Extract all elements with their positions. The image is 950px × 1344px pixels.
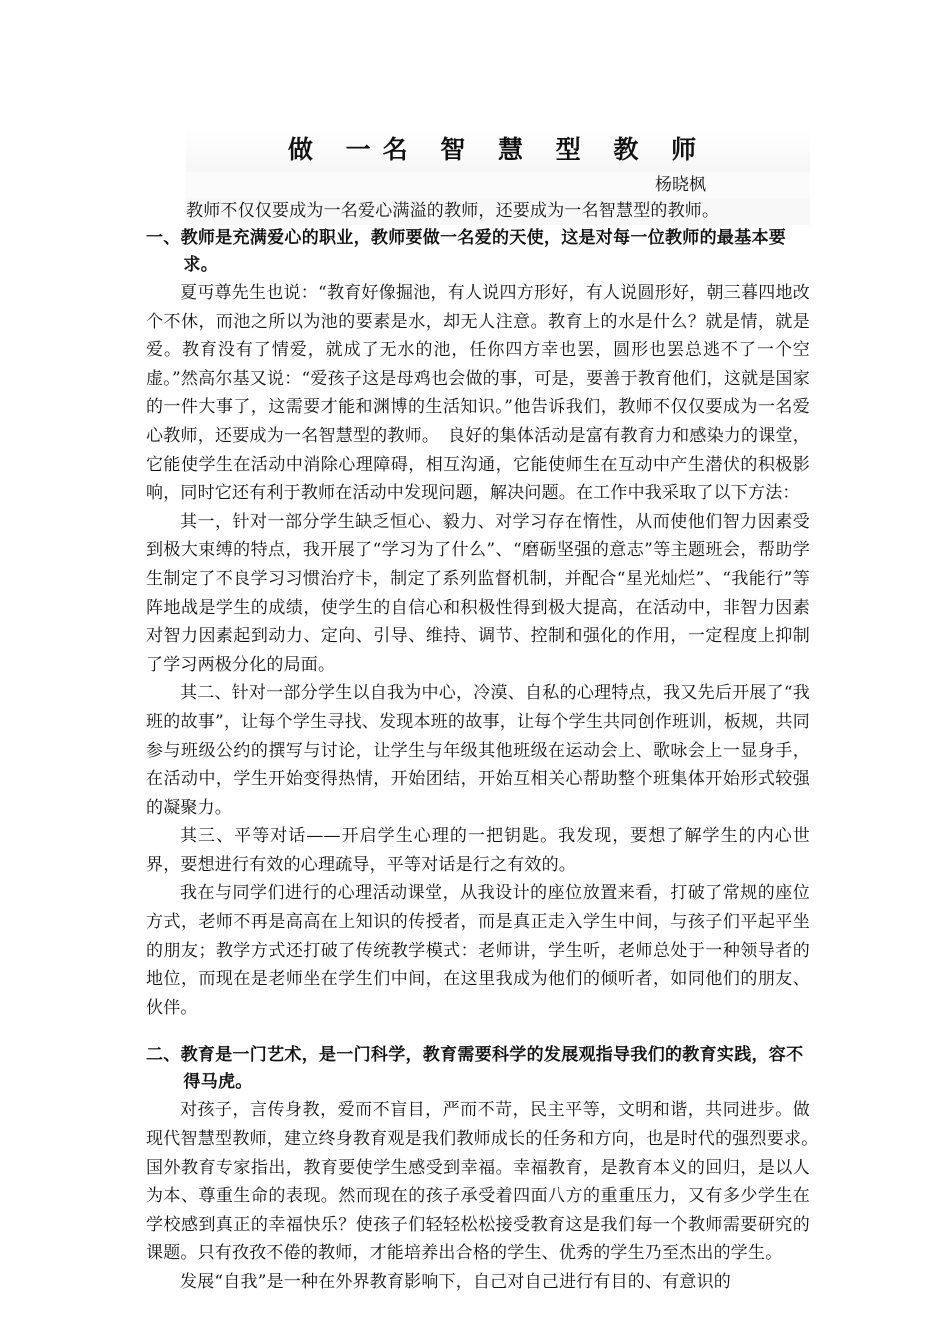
- section-2-paragraph: 发展“自我”是一种在外界教育影响下，自己对自己进行有目的、有意识的: [180, 1272, 731, 1292]
- section-1-paragraph: 其三、平等对话——开启学生心理的一把钥匙。我发现，要想了解学生的内心世界，要想进行有效的心理疏导，平等对话是行之有效的。: [146, 826, 810, 875]
- document-author: 杨晓枫: [186, 172, 810, 198]
- section-2: [146, 1042, 828, 1296]
- section-1-paragraph: 其二、针对一部分学生以自我为中心，冷漠、自私的心理特点，我又先后开展了“我班的故事”，让每个学生寻找、发现本班的故事，让每个学生共同创作班训，板规，共同参与班级公约的撰写与讨论，让学生与年级其他班级在运动会上、歌咏会上一显身手，在活动中，学生开始变得热情，开始团结，开始互相关心帮助整个班集体开始形式较强的凝聚力。: [146, 683, 810, 818]
- section-1-paragraph: 其一，针对一部分学生缺乏恒心、毅力、对学习存在惰性，从而使他们智力因素受到极大束缚的特点，我开展了“学习为了什么”、“磨砺坚强的意志”等主题班会，帮助学生制定了不良学习习惯治疗卡，制定了系列监督机制，并配合“星光灿烂”、“我能行”等阵地战是学生的成绩，使学生的自信心和积极性得到极大提高，在活动中，非智力因素对智力因素起到动力、定向、引导、维持、调节、控制和强化的作用，一定程度上抑制了学习两极分化的局面。: [146, 511, 810, 675]
- document-title: 做 一名 智 慧 型 教 师: [186, 128, 810, 172]
- section-1-paragraph: 夏丏尊先生也说：“教育好像掘池，有人说四方形好，有人说圆形好，朝三暮四地改个不休，而池之所以为池的要素是水，却无人注意。教育上的水是什么？就是情，就是爱。教育没有了情爱，就成了无水的池，任你四方幸也罢，圆形也罢总逃不了一个空虚。”然高尔基又说：“爱孩子这是母鸡也会做的事，可是，要善于教育他们，这就是国家的一件大事了，这需要才能和渊博的生活知识。”他告诉我们，教师不仅仅要成为一名爱心教师，还要成为一名智慧型的教师。 良好的集体活动是富有教育力和感染力的课堂，它能使学生在活动中消除心理障碍，相互沟通，它能使师生在互动中产生潜伏的积极影响，同时它还有利于教师在活动中发现问题，解决问题。在工作中我采取了以下方法：: [146, 283, 810, 504]
- section-1-heading: 一、教师是充满爱心的职业，教师要做一名爱的天使，这是对每一位教师的最基本要求。: [146, 228, 787, 275]
- document-page: [146, 128, 828, 1297]
- section-2-heading: 二、教育是一门艺术，是一门科学，教育需要科学的发展观指导我们的教育实践，容不得马虎。: [146, 1045, 804, 1093]
- section-1-paragraph: 我在与同学们进行的心理活动课堂，从我设计的座位放置来看，打破了常规的座位方式，老师不再是高高在上知识的传授者，而是真正走入学生中间，与孩子们平起平坐的朋友；教学方式还打破了传统教学模式：老师讲，学生听，老师总处于一种领导者的地位，而现在是老师坐在学生们中间，在这里我成为他们的倾听者，如同他们的朋友、伙伴。: [146, 883, 810, 1018]
- section-spacer: [146, 1022, 810, 1042]
- section-1: [146, 225, 810, 1022]
- section-2-paragraph: 对孩子，言传身教，爱而不盲目，严而不苛，民主平等，文明和谐，共同进步。做现代智慧型教师，建立终身教育观是我们教师成长的任务和方向，也是时代的强烈要求。 国外教育专家指出，教育要使学生感受到幸福。幸福教育，是教育本义的回归，是以人为本、尊重生命的表现。然而现在的孩子承受着四面八方的重重压力，又有多少学生在学校感到真正的幸福快乐？使孩子们轻轻松松接受教育这是我们每一个教师需要研究的课题。只有孜孜不倦的教师，才能培养出合格的学生、优秀的学生乃至杰出的学生。: [146, 1100, 828, 1264]
- intro-paragraph: 教师不仅仅要成为一名爱心满溢的教师，还要成为一名智慧型的教师。: [186, 198, 810, 225]
